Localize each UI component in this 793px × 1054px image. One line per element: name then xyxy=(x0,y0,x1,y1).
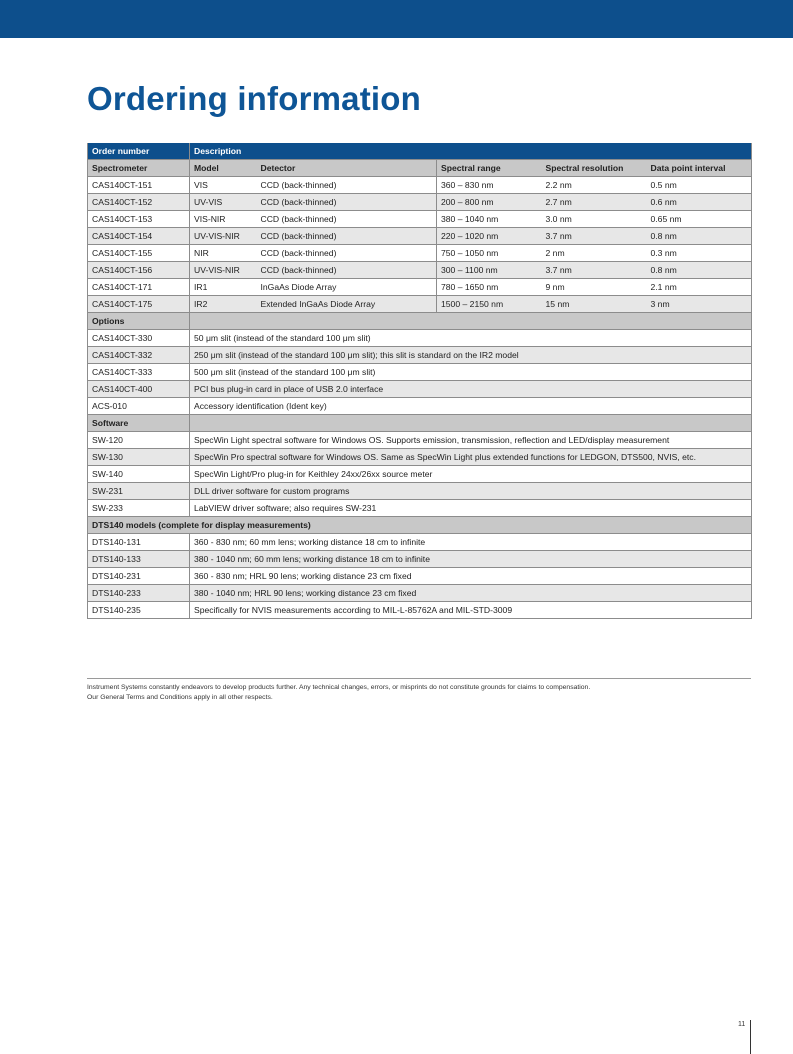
table-header-row xyxy=(88,143,752,160)
description: DLL driver software for custom programs xyxy=(190,483,752,500)
footnote xyxy=(87,683,751,703)
order-number: CAS140CT-332 xyxy=(88,347,190,364)
options-section-title: Options xyxy=(88,313,190,330)
header-spectral-resolution: Spectral resolution xyxy=(542,160,647,177)
spectral-range: 750 – 1050 nm xyxy=(441,248,499,258)
spectral-resolution: 3.7 nm xyxy=(542,228,647,245)
spectral-resolution: 2.2 nm xyxy=(545,180,572,190)
footer-divider xyxy=(87,678,751,679)
model: VIS-NIR xyxy=(194,214,226,224)
order-number: CAS140CT-151 xyxy=(88,177,190,194)
description: 360 - 830 nm; HRL 90 lens; working distance 23 cm fixed xyxy=(190,568,752,585)
table-row xyxy=(88,551,752,568)
order-number: CAS140CT-153 xyxy=(88,211,190,228)
spectral-range: 780 – 1650 nm xyxy=(441,282,499,292)
order-number: CAS140CT-330 xyxy=(88,330,190,347)
header-order-number: Order number xyxy=(88,143,190,160)
detector: CCD (back-thinned) xyxy=(257,194,437,211)
table-row xyxy=(88,262,752,279)
description: Accessory identification (Ident key) xyxy=(190,398,752,415)
order-number: CAS140CT-156 xyxy=(88,262,190,279)
data-point-interval: 0.3 nm xyxy=(647,245,752,262)
data-point-interval: 0.5 nm xyxy=(647,177,752,194)
table-row xyxy=(88,330,752,347)
description: 380 - 1040 nm; HRL 90 lens; working distance 23 cm fixed xyxy=(190,585,752,602)
table-row xyxy=(88,585,752,602)
data-point-interval: 0.8 nm xyxy=(647,228,752,245)
detector: CCD (back-thinned) xyxy=(257,177,437,194)
description: 360 - 830 nm; 60 mm lens; working distance 18 cm to infinite xyxy=(190,534,752,551)
dts-section-row xyxy=(88,517,752,534)
page-marker-line xyxy=(750,1020,751,1054)
table-row xyxy=(88,296,752,313)
table-row xyxy=(88,534,752,551)
software-section-title: Software xyxy=(88,415,190,432)
order-number: CAS140CT-154 xyxy=(88,228,190,245)
software-section-row xyxy=(88,415,752,432)
page-title: Ordering information xyxy=(87,80,421,117)
order-number: DTS140-133 xyxy=(88,551,190,568)
description: 50 μm slit (instead of the standard 100 μm slit) xyxy=(190,330,752,347)
header-model: Model xyxy=(190,160,257,177)
description: SpecWin Light spectral software for Windows OS. Supports emission, transmission, reflection and LED/display measurement xyxy=(190,432,752,449)
table-row xyxy=(88,228,752,245)
header-detector: Detector xyxy=(257,160,437,177)
detector: CCD (back-thinned) xyxy=(257,228,437,245)
description: Specifically for NVIS measurements according to MIL-L-85762A and MIL-STD-3009 xyxy=(190,602,752,619)
description: PCI bus plug-in card in place of USB 2.0 interface xyxy=(190,381,752,398)
table-row xyxy=(88,279,752,296)
table-row xyxy=(88,245,752,262)
description: 250 μm slit (instead of the standard 100 μm slit); this slit is standard on the IR2 model xyxy=(190,347,752,364)
order-number: DTS140-233 xyxy=(88,585,190,602)
order-number: DTS140-235 xyxy=(88,602,190,619)
spectral-range: 200 – 800 nm xyxy=(437,194,542,211)
table-row xyxy=(88,194,752,211)
order-number: CAS140CT-400 xyxy=(88,381,190,398)
data-point-interval: 2.1 nm xyxy=(647,279,752,296)
description: LabVIEW driver software; also requires SW-231 xyxy=(190,500,752,517)
spectrometer-header-row xyxy=(88,160,752,177)
detector: CCD (back-thinned) xyxy=(257,245,437,262)
table-row xyxy=(88,432,752,449)
order-number: CAS140CT-152 xyxy=(88,194,190,211)
order-number: SW-233 xyxy=(88,500,190,517)
table-row xyxy=(88,398,752,415)
section-blank xyxy=(190,415,752,432)
order-number: CAS140CT-171 xyxy=(88,279,190,296)
table-row xyxy=(88,381,752,398)
spectral-range: 380 – 1040 nm xyxy=(441,214,499,224)
table-row xyxy=(88,568,752,585)
spectral-resolution: 9 nm xyxy=(545,282,565,292)
description: SpecWin Light/Pro plug-in for Keithley 24xx/26xx source meter xyxy=(190,466,752,483)
model: UV-VIS-NIR xyxy=(190,228,257,245)
table-row xyxy=(88,364,752,381)
options-section-row xyxy=(88,313,752,330)
spectral-range: 1500 – 2150 nm xyxy=(437,296,542,313)
order-number: SW-140 xyxy=(88,466,190,483)
order-number: CAS140CT-333 xyxy=(88,364,190,381)
order-number: SW-231 xyxy=(88,483,190,500)
data-point-interval: 0.8 nm xyxy=(647,262,752,279)
footnote-line-2: Our General Terms and Conditions apply in all other respects. xyxy=(87,694,273,701)
spectral-range: 360 – 830 nm xyxy=(441,180,494,190)
ordering-table xyxy=(87,143,752,619)
order-number: ACS-010 xyxy=(88,398,190,415)
dts-section-title: DTS140 models (complete for display measurements) xyxy=(88,517,752,534)
header-band xyxy=(0,0,793,38)
order-number: SW-120 xyxy=(88,432,190,449)
detector: Extended InGaAs Diode Array xyxy=(257,296,437,313)
table-row xyxy=(88,466,752,483)
model: NIR xyxy=(194,248,209,258)
page-number: 11 xyxy=(738,1021,746,1028)
data-point-interval: 3 nm xyxy=(647,296,752,313)
table-row xyxy=(88,449,752,466)
data-point-interval: 0.65 nm xyxy=(647,211,752,228)
table-row xyxy=(88,347,752,364)
order-number: DTS140-231 xyxy=(88,568,190,585)
description: SpecWin Pro spectral software for Windows OS. Same as SpecWin Light plus extended functions for LEDGON, DTS500, NVIS, etc. xyxy=(190,449,752,466)
model: UV-VIS-NIR xyxy=(190,262,257,279)
model: IR1 xyxy=(194,282,208,292)
spectral-resolution: 15 nm xyxy=(542,296,647,313)
header-spectrometer: Spectrometer xyxy=(88,160,190,177)
table-row xyxy=(88,177,752,194)
header-description: Description xyxy=(190,143,752,160)
table-row xyxy=(88,211,752,228)
spectral-resolution: 3.7 nm xyxy=(542,262,647,279)
description: 380 - 1040 nm; 60 mm lens; working distance 18 cm to infinite xyxy=(190,551,752,568)
model: UV-VIS xyxy=(190,194,257,211)
order-number: CAS140CT-155 xyxy=(88,245,190,262)
order-number: CAS140CT-175 xyxy=(88,296,190,313)
header-spectral-range: Spectral range xyxy=(437,160,542,177)
footnote-line-1: Instrument Systems constantly endeavors to develop products further. Any technical changes, errors, or misprints do not constitute grounds for claims to compensation. xyxy=(87,684,591,691)
spectral-range: 300 – 1100 nm xyxy=(437,262,542,279)
table-row xyxy=(88,500,752,517)
description: 500 μm slit (instead of the standard 100 μm slit) xyxy=(190,364,752,381)
section-blank xyxy=(190,313,752,330)
data-point-interval: 0.6 nm xyxy=(647,194,752,211)
order-number: SW-130 xyxy=(88,449,190,466)
table-row xyxy=(88,483,752,500)
model: IR2 xyxy=(190,296,257,313)
spectral-resolution: 3.0 nm xyxy=(545,214,572,224)
header-data-point-interval: Data point interval xyxy=(647,160,752,177)
order-number: DTS140-131 xyxy=(88,534,190,551)
detector: InGaAs Diode Array xyxy=(257,279,437,296)
detector: CCD (back-thinned) xyxy=(257,262,437,279)
spectral-range: 220 – 1020 nm xyxy=(437,228,542,245)
table-row xyxy=(88,602,752,619)
detector: CCD (back-thinned) xyxy=(257,211,437,228)
spectral-resolution: 2 nm xyxy=(545,248,565,258)
spectral-resolution: 2.7 nm xyxy=(542,194,647,211)
model: VIS xyxy=(194,180,208,190)
